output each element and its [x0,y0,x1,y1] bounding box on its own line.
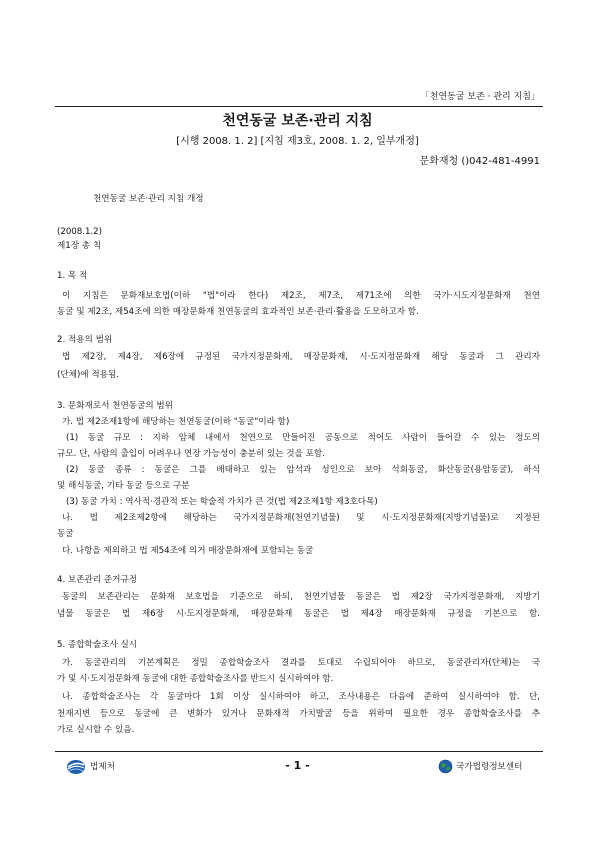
contact-info: 문화재청 ()042-481-4991 [419,156,540,167]
revision-note: 천연동굴 보존·관리 지침 개정 [93,194,204,204]
paragraph-line: 다. 나항을 제외하고 법 제54조에 의거 매장문화재에 포함되는 동굴 [62,546,314,556]
paragraph-line: 가. 법 제2조제1항에 해당하는 천연동굴(이하 "동굴"이라 함) [62,417,290,427]
header-rule [55,106,543,107]
paragraph-line: 동굴 및 제2조, 제54조에 의한 매장문화재 천연동굴의 효과적인 보존·관리·활용을 도모하고자 함. [57,307,419,317]
paragraph-line: 가. 동굴관리의 기본계획은 정밀 종합학술조사 결과를 토대로 수립되어야 하므로, 동굴관리자(단체)는 국 [62,658,540,668]
document-title: 천연동굴 보존·관리 지침 [222,113,373,129]
paragraph-line: (단체)에 적용됨. [57,370,119,380]
paragraph-line: 나. 종합학술조사는 각 동굴마다 1회 이상 실시하여야 하고, 조사내용은 다음에 준하여 실시하여야 함. 단, [62,692,540,702]
paragraph-line: 천재지변 등으로 동굴에 큰 변화가 있거나 문화재적 가치발굴 등을 위하여 필요한 경우 종합학술조사를 추 [57,709,540,719]
paragraph-line: 이 지침은 문화재보호법(이하 "법"이라 한다) 제2조, 제7조, 제71조에 의한 국가·시도지정문화재 천연 [62,291,540,301]
paragraph-line: 념물 동굴은 법 제6장 시·도지정문화재, 매장문화재 동굴은 법 제4장 매장문화재 규정을 기본으로 함. [57,609,540,619]
paragraph-line: 가로 실시할 수 있음. [57,725,135,735]
section-heading: 3. 문화재로서 천연동굴의 범위 [57,401,174,411]
section-heading: 5. 종합학술조사 실시 [57,640,138,650]
paragraph-line: (3) 동굴 가치 : 역사적·경관적 또는 학술적 가치가 큰 것(법 제2조제1항 제3호다목) [66,497,378,507]
revision-date: (2008.1.2) [57,227,102,237]
paragraph-line: (2) 동굴 종류 : 동굴은 그를 배태하고 있는 암석과 성인으로 보아 석회동굴, 화산동굴(용암동굴), 하식 [66,465,540,475]
section-heading: 1. 목 적 [57,271,88,281]
section-heading: 2. 적용의 범위 [57,335,113,345]
paragraph-line: 동굴의 보존관리는 문화재 보호법을 기준으로 하되, 천연기념물 동굴은 법 제2장 국가지정문화재, 지방기 [62,592,540,602]
paragraph-line: 가 및 시·도지정문화재 동굴에 대한 종합학술조사를 반드시 실시하여야 함. [57,674,334,684]
paragraph-line: (1) 동굴 규모 : 지하 암체 내에서 천연으로 만들어진 공동으로 적어도 사람이 들어갈 수 있는 정도의 [66,433,540,443]
footer-left-label: 법제처 [90,762,115,772]
chapter-heading: 제1장 총 칙 [57,241,102,251]
section-heading: 4. 보존관리 준거규정 [57,575,138,585]
law-center-globe-logo-icon [438,759,453,778]
paragraph-line: 규모. 단, 사람의 출입이 어려우나 연장 가능성이 충분히 있는 것을 포함. [57,449,325,459]
paragraph-line: 나. 법 제2조제2항에 해당하는 국가지정문화재(천연기념물) 및 시·도지정문화재(지방기념물)로 지정된 [62,513,540,523]
paragraph-line: 동굴 [57,529,74,539]
paragraph-line: 법 제2장, 제4장, 제6장에 규정된 국가지정문화재, 매장문화재, 시·도지정문화재 해당 동굴과 그 관리자 [62,352,540,362]
footer-right-label: 국가법령정보센터 [456,762,523,772]
page-number: - 1 - [285,759,310,772]
running-header: 「천연동굴 보존 · 관리 지침」 [420,92,540,102]
footer-rule [55,751,543,752]
enactment-info: [시행 2008. 1. 2] [지침 제3호, 2008. 1. 2, 일부개정] [176,136,419,147]
paragraph-line: 및 해식동굴, 기타 동굴 등으로 구분 [57,481,190,491]
